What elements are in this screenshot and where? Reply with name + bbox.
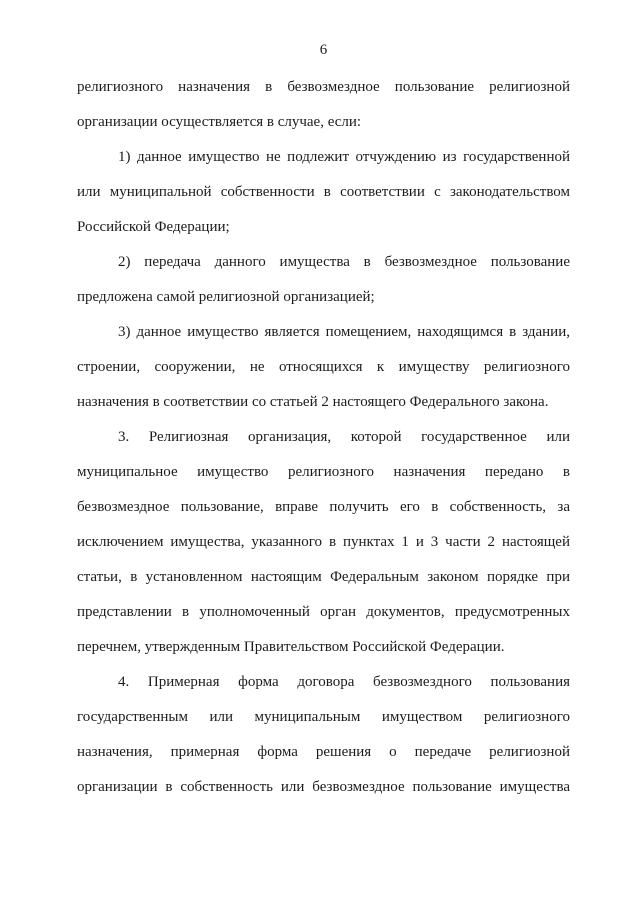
- paragraph-item-1: [77, 140, 570, 245]
- text-line: муниципальное имущество религиозного назначения передано в: [77, 464, 570, 480]
- text-line: предложена самой религиозной организацией;: [77, 289, 375, 305]
- text-line: или муниципальной собственности в соответствии с законодательством: [77, 184, 570, 200]
- text-line: назначения, примерная форма решения о передаче религиозной: [77, 744, 570, 760]
- text-line: исключением имущества, указанного в пунктах 1 и 3 части 2 настоящей: [77, 534, 570, 550]
- paragraph-clause-3: [77, 420, 570, 665]
- text-line: представлении в уполномоченный орган документов, предусмотренных: [77, 604, 570, 620]
- text-line: строении, сооружении, не относящихся к имуществу религиозного: [77, 359, 570, 375]
- paragraph-item-3: [77, 315, 570, 420]
- text-line: Российской Федерации;: [77, 219, 230, 235]
- text-line: организации осуществляется в случае, если:: [77, 114, 362, 130]
- text-line: 4. Примерная форма договора безвозмездного пользования: [118, 674, 570, 690]
- text-line: 3. Религиозная организация, которой государственное или: [118, 429, 570, 445]
- text-line: 2) передача данного имущества в безвозмездное пользование: [118, 254, 570, 270]
- text-line: организации в собственность или безвозмездное пользование имущества: [77, 779, 570, 795]
- paragraph-item-2: [77, 245, 570, 315]
- text-line: назначения в соответствии со статьей 2 настоящего Федерального закона.: [77, 394, 549, 410]
- text-line: перечнем, утвержденным Правительством Российской Федерации.: [77, 639, 505, 655]
- text-line: статьи, в установленном настоящим Федеральным законом порядке при: [77, 569, 570, 585]
- text-line: 1) данное имущество не подлежит отчуждению из государственной: [118, 149, 570, 165]
- text-line: религиозного назначения в безвозмездное пользование религиозной: [77, 79, 570, 95]
- text-line: безвозмездное пользование, вправе получить его в собственность, за: [77, 499, 570, 515]
- paragraph-clause-4: [77, 665, 570, 805]
- text-block: [77, 70, 570, 805]
- text-line: 3) данное имущество является помещением, находящимся в здании,: [118, 324, 570, 340]
- paragraph-continuation: [77, 70, 570, 140]
- text-line: государственным или муниципальным имуществом религиозного: [77, 709, 570, 725]
- page-number: 6: [319, 42, 328, 58]
